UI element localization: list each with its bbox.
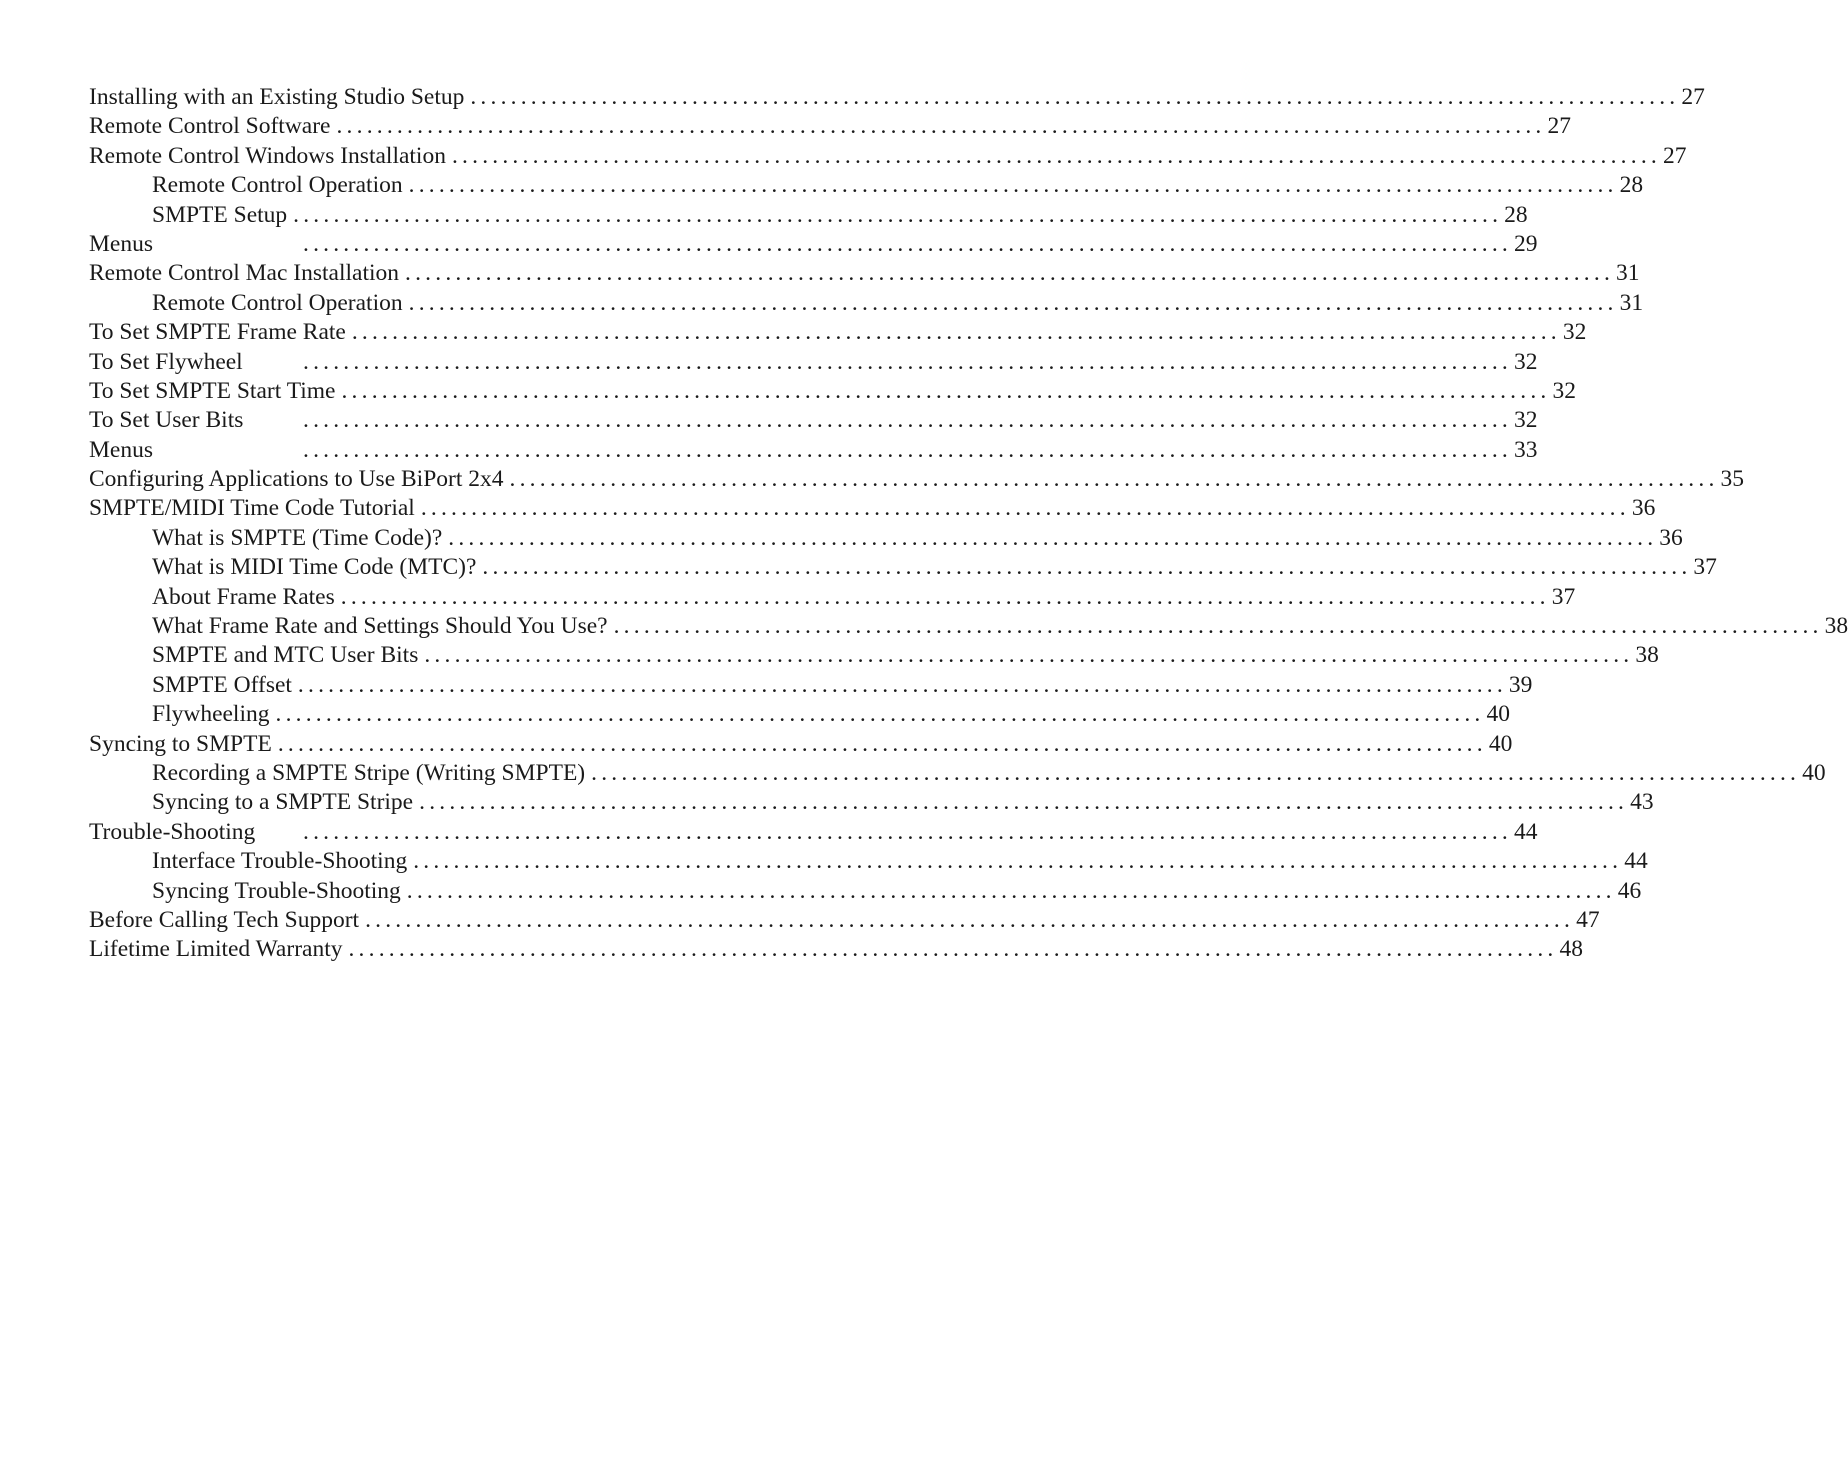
toc-entry[interactable] [89,348,1538,377]
toc-entry[interactable] [89,935,1583,964]
toc-entry-title: SMPTE and MTC User Bits [152,642,419,669]
toc-entry-page-number: 40 [1486,701,1510,728]
dot-leader: ........................................................................................................................ [419,789,1629,816]
toc-entry[interactable] [89,83,1705,112]
toc-entry-page-number: 32 [1552,377,1576,404]
toc-entry-title: Trouble-Shooting [89,818,256,845]
toc-entry-title: Syncing Trouble-Shooting [152,877,401,904]
toc-entry-page-number: 33 [1514,436,1538,463]
toc-entry-title: What Frame Rate and Settings Should You Use? [152,613,608,640]
toc-entry-page-number: 44 [1514,818,1538,845]
toc-entry-page-number: 46 [1617,877,1642,904]
toc-entry-page-number: 40 [1488,730,1513,757]
dot-leader: ........................................................................................................................ [365,906,1575,933]
toc-entry-page-number: 32 [1514,407,1538,434]
table-of-contents [89,83,1848,965]
toc-entry[interactable] [89,847,1648,876]
toc-entry[interactable] [89,700,1510,729]
toc-entry-title: SMPTE/MIDI Time Code Tutorial [89,495,415,522]
dot-leader: ........................................................................................................................ [341,377,1551,404]
toc-entry-title: Syncing to SMPTE [89,730,272,757]
dot-leader: ........................................................................................................................ [303,407,1512,434]
toc-entry-page-number: 43 [1630,789,1654,816]
toc-entry-title: Before Calling Tech Support [89,906,360,933]
toc-entry[interactable] [89,583,1576,612]
toc-entry[interactable] [89,818,1538,847]
toc-entry-title: SMPTE Setup [152,201,288,228]
toc-entry-title: Configuring Applications to Use BiPort 2x4 [89,466,504,493]
toc-entry-title: Menus [89,230,153,257]
toc-entry-title: Remote Control Software [89,113,331,140]
toc-entry-page-number: 44 [1624,848,1648,875]
toc-entry[interactable] [89,289,1644,318]
toc-entry-page-number: 36 [1631,495,1656,522]
dot-leader: ........................................................................................................................ [303,436,1512,463]
dot-leader: ........................................................................................................................ [275,701,1485,728]
toc-entry[interactable] [89,230,1538,259]
toc-entry-page-number: 31 [1616,260,1640,287]
toc-entry-page-number: 40 [1802,759,1826,786]
dot-leader: ........................................................................................................................ [406,877,1616,904]
toc-entry[interactable] [89,201,1528,230]
toc-entry[interactable] [89,112,1571,141]
dot-leader: ........................................................................................................................ [348,936,1558,963]
toc-entry[interactable] [89,671,1533,700]
toc-entry[interactable] [89,377,1576,406]
toc-entry-title: Interface Trouble-Shooting [152,848,408,875]
toc-entry-title: Menus [89,436,153,463]
toc-entry-title: SMPTE Offset [152,671,292,698]
toc-entry[interactable] [89,641,1659,670]
toc-entry[interactable] [89,318,1587,347]
dot-leader: ........................................................................................................................ [613,613,1823,640]
toc-entry-title: What is MIDI Time Code (MTC)? [152,554,477,581]
toc-entry[interactable] [89,730,1513,759]
dot-leader: ........................................................................................................................ [277,730,1487,757]
toc-entry[interactable] [89,259,1640,288]
toc-entry-title: To Set User Bits [89,407,244,434]
toc-entry-page-number: 29 [1514,230,1538,257]
toc-entry-title: What is SMPTE (Time Code)? [152,524,443,551]
toc-entry[interactable] [89,553,1717,582]
dot-leader: ........................................................................................................................ [424,642,1634,669]
dot-leader: ........................................................................................................................ [408,289,1618,316]
toc-entry[interactable] [89,524,1683,553]
toc-entry[interactable] [89,406,1538,435]
toc-entry-title: Syncing to a SMPTE Stripe [152,789,414,816]
toc-entry-title: Lifetime Limited Warranty [89,936,343,963]
toc-entry-page-number: 27 [1547,113,1571,140]
toc-entry-page-number: 32 [1514,348,1538,375]
dot-leader: ........................................................................................................................ [413,848,1623,875]
toc-entry-title: Remote Control Operation [152,289,403,316]
dot-leader: ........................................................................................................................ [340,583,1550,610]
toc-entry-title: To Set SMPTE Start Time [89,377,336,404]
dot-leader: ........................................................................................................................ [482,554,1692,581]
toc-entry-page-number: 36 [1659,524,1683,551]
toc-entry-page-number: 31 [1619,289,1644,316]
toc-entry-page-number: 27 [1662,142,1687,169]
toc-entry-title: Installing with an Existing Studio Setup [89,84,465,110]
toc-entry-page-number: 38 [1635,642,1659,669]
dot-leader: ........................................................................................................................ [408,172,1618,199]
toc-entry-page-number: 37 [1693,554,1717,581]
dot-leader: ........................................................................................................................ [509,466,1719,493]
toc-entry[interactable] [89,877,1642,906]
toc-entry-page-number: 39 [1508,671,1533,698]
dot-leader: ........................................................................................................................ [336,113,1546,140]
toc-entry-title: Remote Control Windows Installation [89,142,446,169]
toc-entry-title: To Set Flywheel [89,348,243,375]
toc-entry[interactable] [89,494,1656,523]
toc-entry-page-number: 38 [1824,613,1848,640]
toc-entry-title: About Frame Rates [152,583,335,610]
toc-entry-page-number: 35 [1720,466,1745,493]
dot-leader: ........................................................................................................................ [405,260,1615,287]
dot-leader: ........................................................................................................................ [451,142,1661,169]
dot-leader: ........................................................................................................................ [303,818,1512,845]
toc-entry-page-number: 27 [1681,84,1705,110]
dot-leader: ........................................................................................................................ [297,671,1507,698]
toc-entry[interactable] [89,171,1644,200]
toc-entry[interactable] [89,612,1848,641]
toc-entry-page-number: 37 [1551,583,1576,610]
dot-leader: ........................................................................................................................ [470,84,1680,110]
toc-entry-page-number: 48 [1559,936,1583,963]
toc-entry-title: Flywheeling [152,701,270,728]
toc-entry-title: To Set SMPTE Frame Rate [89,319,346,346]
toc-entry[interactable] [89,465,1745,494]
toc-entry[interactable] [89,759,1826,788]
toc-entry-page-number: 28 [1504,201,1528,228]
toc-entry-page-number: 47 [1576,906,1600,933]
dot-leader: ........................................................................................................................ [591,759,1801,786]
dot-leader: ........................................................................................................................ [303,348,1512,375]
toc-entry[interactable] [89,142,1687,171]
dot-leader: ........................................................................................................................ [293,201,1503,228]
toc-entry[interactable] [89,788,1654,817]
toc-entry-title: Remote Control Mac Installation [89,260,400,287]
dot-leader: ........................................................................................................................ [420,495,1630,522]
toc-entry-title: Recording a SMPTE Stripe (Writing SMPTE) [152,759,586,786]
toc-entry-page-number: 28 [1619,172,1644,199]
toc-entry[interactable] [89,436,1538,465]
dot-leader: ........................................................................................................................ [448,524,1658,551]
toc-entry[interactable] [89,906,1600,935]
toc-entry-title: Remote Control Operation [152,172,403,199]
dot-leader: ........................................................................................................................ [351,319,1561,346]
dot-leader: ........................................................................................................................ [303,230,1512,257]
toc-entry-page-number: 32 [1562,319,1587,346]
